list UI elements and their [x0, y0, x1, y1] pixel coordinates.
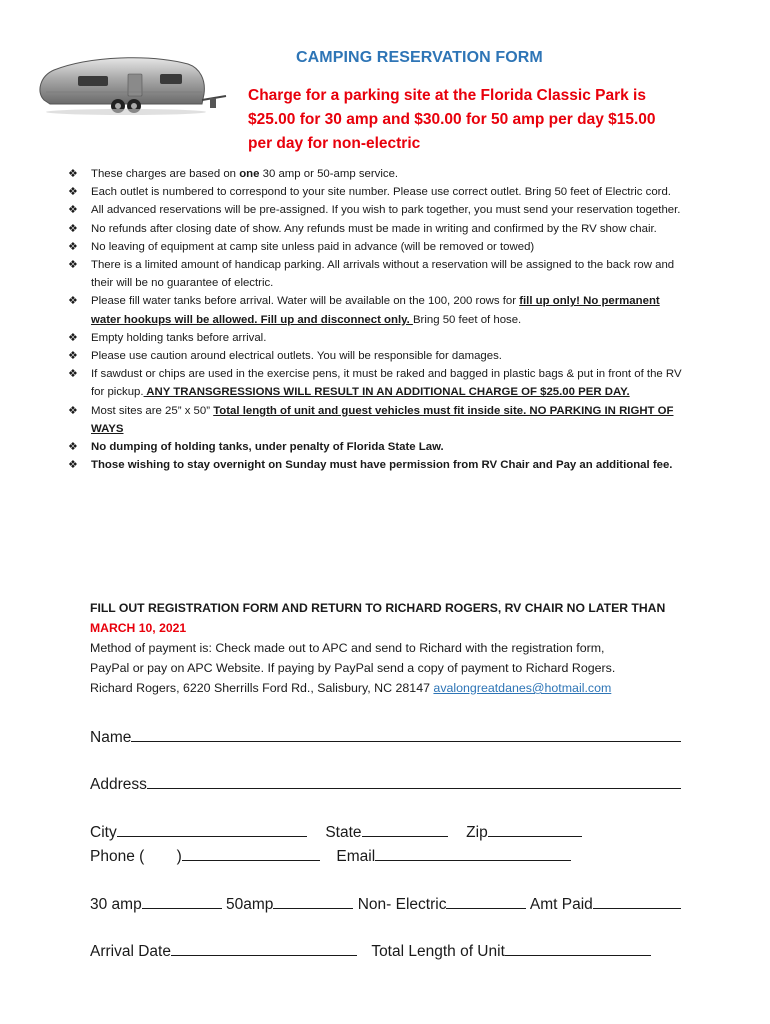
email-label: Email [336, 848, 376, 865]
amp50-field[interactable] [273, 893, 353, 909]
rule-text: Please fill water tanks before arrival. Water will be available on the 100, 200 rows for [91, 295, 520, 308]
return-instructions [90, 598, 700, 698]
amp50-label: 50amp [226, 896, 274, 913]
rule-item [68, 220, 688, 238]
diamond-bullet-icon: ❖ [68, 222, 78, 235]
amp30-field[interactable] [142, 893, 222, 909]
diamond-bullet-icon: ❖ [68, 404, 78, 417]
rule-text: No leaving of equipment at camp site unless paid in advance (will be removed or towed) [91, 240, 535, 253]
rule-emphasis: No dumping of holding tanks, under penalty of Florida State Law. [91, 441, 444, 454]
rule-text: Please use caution around electrical outlets. You will be responsible for damages. [91, 350, 502, 363]
city-label: City [90, 824, 117, 841]
page-title: CAMPING RESERVATION FORM [296, 49, 543, 66]
rule-emphasis: Total length of unit and guest vehicles must fit inside site. NO PARKING IN RIGHT OF WAYS [91, 404, 674, 435]
address-label: Address [90, 776, 147, 793]
rule-emphasis: one [239, 168, 260, 180]
rule-text: All advanced reservations will be pre-assigned. If you wish to park together, you must send your reservation together. [91, 204, 681, 217]
nonelectric-label: Non- Electric [357, 896, 447, 913]
diamond-bullet-icon: ❖ [68, 459, 78, 472]
diamond-bullet-icon: ❖ [68, 441, 78, 454]
rule-item [68, 256, 688, 292]
rule-text: No refunds after closing date of show. Any refunds must be made in writing and confirmed by the RV show chair. [91, 222, 657, 235]
rule-item [68, 238, 688, 256]
name-field[interactable] [131, 726, 681, 742]
service-row [90, 893, 681, 914]
email-link[interactable]: avalongreatdanes@hotmail.com [433, 681, 612, 695]
rule-emphasis: Those wishing to stay overnight on Sunday must have permission from RV Chair and Pay an additional fee. [91, 459, 673, 472]
rule-text: Bring 50 feet of hose. [412, 313, 522, 326]
rule-text: If sawdust or chips are used in the exercise pens, it must be raked and bagged in plastic bags & put in front of the RV for pickup. [91, 368, 682, 399]
rule-item [68, 183, 688, 201]
arrival-date-label: Arrival Date [90, 943, 171, 960]
rule-text: 30 amp or 50-amp service. [259, 168, 399, 180]
phone-paren: ) [176, 848, 182, 865]
rule-text: Most sites are 25” x 50” [91, 404, 214, 417]
city-state-zip-row [90, 821, 582, 842]
rule-item [68, 456, 688, 474]
rule-text: Each outlet is numbered to correspond to your site number. Please use correct outlet. Bring 50 feet of Electric cord. [91, 186, 671, 199]
unit-length-label: Total Length of Unit [371, 943, 505, 960]
return-heading: FILL OUT REGISTRATION FORM AND RETURN TO RICHARD ROGERS, RV CHAIR NO LATER THAN [90, 601, 666, 615]
return-deadline: MARCH 10, 2021 [90, 621, 187, 635]
name-row [90, 726, 681, 747]
rule-item [68, 347, 688, 365]
amp30-label: 30 amp [90, 896, 142, 913]
nonelectric-field[interactable] [446, 893, 526, 909]
email-field[interactable] [375, 845, 571, 861]
diamond-bullet-icon: ❖ [68, 295, 78, 308]
rule-item [68, 329, 688, 347]
city-field[interactable] [117, 821, 307, 837]
zip-field[interactable] [488, 821, 582, 837]
state-label: State [325, 824, 362, 841]
rule-emphasis: ANY TRANSGRESSIONS WILL RESULT IN AN ADDITIONAL CHARGE OF $25.00 PER DAY. [143, 386, 630, 399]
rule-item [68, 165, 688, 183]
airstream-trailer-icon [30, 42, 230, 122]
rule-emphasis: fill up only! No permanent water hookups will be allowed. Fill up and disconnect only. [91, 295, 660, 326]
amt-paid-field[interactable] [593, 893, 681, 909]
payment-method-line: Method of payment is: Check made out to APC and send to Richard with the registration form, [90, 641, 605, 655]
rules-list [68, 165, 688, 474]
charge-notice [248, 84, 708, 156]
charge-line: $25.00 for 30 amp and $30.00 for 50 amp per day $15.00 [248, 111, 656, 128]
state-field[interactable] [362, 821, 448, 837]
diamond-bullet-icon: ❖ [68, 186, 78, 199]
rule-item [68, 365, 688, 401]
phone-field[interactable] [182, 845, 320, 861]
name-label: Name [90, 729, 132, 746]
address-field[interactable] [147, 773, 681, 789]
payment-method-line: PayPal or pay on APC Website. If paying by PayPal send a copy of payment to Richard Rogers. [90, 661, 616, 675]
phone-email-row [90, 845, 571, 866]
rule-item [68, 438, 688, 456]
charge-line: per day for non-electric [248, 135, 421, 152]
rule-item [68, 292, 688, 328]
diamond-bullet-icon: ❖ [68, 259, 78, 272]
unit-length-field[interactable] [505, 940, 651, 956]
diamond-bullet-icon: ❖ [68, 350, 78, 363]
rule-text: These charges are based on [91, 168, 240, 180]
mailing-address [90, 678, 700, 698]
diamond-bullet-icon: ❖ [68, 168, 78, 180]
charge-line: Charge for a parking site at the Florida Classic Park is [248, 87, 646, 104]
diamond-bullet-icon: ❖ [68, 204, 78, 217]
address-text: Richard Rogers, 6220 Sherrills Ford Rd., Salisbury, NC 28147 [90, 681, 434, 695]
zip-label: Zip [466, 824, 488, 841]
rule-item [68, 402, 688, 438]
rule-text: There is a limited amount of handicap parking. All arrivals without a reservation will be assigned to the back row and their will be no guarantee of electric. [91, 259, 675, 290]
diamond-bullet-icon: ❖ [68, 331, 78, 344]
arrival-row [90, 940, 651, 961]
diamond-bullet-icon: ❖ [68, 240, 78, 253]
rule-text: Empty holding tanks before arrival. [91, 331, 267, 344]
address-row [90, 773, 681, 794]
arrival-date-field[interactable] [171, 940, 357, 956]
amt-paid-label: Amt Paid [529, 896, 593, 913]
phone-label: Phone ( [90, 848, 145, 865]
rule-item [68, 201, 688, 219]
diamond-bullet-icon: ❖ [68, 368, 78, 381]
